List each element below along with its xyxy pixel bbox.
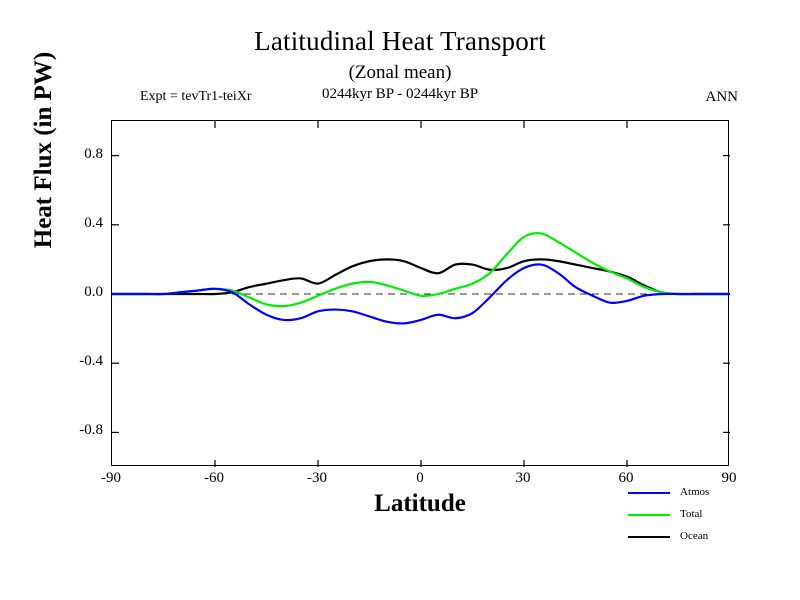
- legend-swatch: [628, 536, 670, 538]
- legend-swatch: [628, 514, 670, 516]
- x-tick-label: 60: [618, 470, 634, 486]
- y-tick-label: -0.4: [79, 353, 103, 370]
- legend: [628, 484, 788, 550]
- legend-item: [628, 528, 788, 550]
- legend-label: Ocean: [680, 530, 709, 542]
- y-axis-label: Heat Flux (in PW): [30, 51, 57, 249]
- x-axis-label: Latitude: [374, 490, 466, 517]
- legend-item: [628, 506, 788, 528]
- legend-item: [628, 484, 788, 506]
- season-label: ANN: [705, 89, 738, 105]
- plot-svg: [112, 121, 730, 467]
- y-axis-label-wrap: [30, 51, 57, 249]
- experiment-label: Expt = tevTr1-teiXr: [140, 89, 252, 104]
- y-tick-label: -0.8: [79, 422, 103, 439]
- x-tick-label: -30: [307, 470, 327, 486]
- page-title: Latitudinal Heat Transport: [254, 26, 546, 56]
- legend-swatch: [628, 492, 670, 494]
- y-tick-label: 0.0: [84, 284, 103, 300]
- legend-label: Total: [680, 508, 703, 520]
- series-line-total: [112, 233, 730, 306]
- x-tick-label: -60: [204, 470, 224, 486]
- x-tick-label: 0: [416, 470, 424, 486]
- legend-label: Atmos: [680, 486, 710, 498]
- x-tick-label: 90: [721, 470, 737, 486]
- y-tick-label: 0.4: [84, 214, 103, 231]
- x-tick-label: -90: [101, 470, 121, 486]
- y-tick-label: 0.8: [84, 145, 103, 162]
- run-label: 0244kyr BP - 0244kyr BP: [321, 86, 479, 102]
- x-tick-label: 30: [515, 470, 531, 486]
- chart-subtitle: (Zonal mean): [348, 62, 452, 83]
- plot-area: [111, 120, 729, 466]
